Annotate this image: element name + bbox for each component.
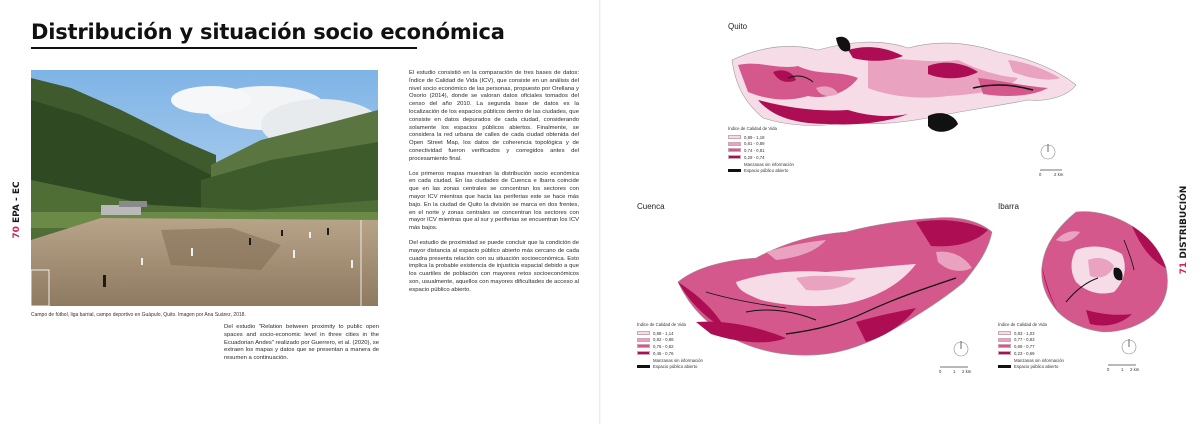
open-space-swatch	[637, 365, 650, 368]
ibarra-range-4: 0,23 - 0,69	[1014, 350, 1035, 356]
ibarra-range-1: 0,83 - 1,03	[1014, 330, 1035, 336]
body-text-column	[409, 70, 579, 302]
body-paragraph-3: Del estudio de proximidad se puede concluir que la condición de mayor distancia al espacio público abierto más cercano de cada cuadra presenta relación con su situación socioeconómica. Esto implica la probable existencia de injusticia espacial debido a que los cuartiles de población con mayores retos socioeconómicos son, usualmente, aquellos con mayores dificultades de acceso al espacio público abierto.	[409, 239, 579, 293]
cuenca-open-space: Espacio público abierto	[653, 364, 698, 370]
quito-legend	[728, 126, 794, 173]
quito-map-title: Quito	[728, 22, 748, 31]
page-gutter	[599, 0, 601, 424]
legend-swatch-low	[637, 351, 650, 355]
cuenca-range-4: 0,45 - 0,76	[653, 350, 674, 356]
left-page-number: 70	[12, 226, 22, 239]
ibarra-no-info: Manzanas sin información	[1014, 358, 1064, 364]
open-space-swatch	[728, 169, 741, 172]
photo-caption: Campo de fútbol, liga barrial, campo deportivo en Guápulo, Quito. Imagen por Ana Suárez, 2018.	[31, 312, 246, 318]
legend-swatch-low	[728, 155, 741, 159]
ibarra-legend-title: Índice de Calidad de Vida	[998, 322, 1047, 327]
ibarra-north-and-scale	[1108, 338, 1148, 378]
photo-illustration	[31, 70, 378, 306]
cuenca-range-2: 0,82 - 0,88	[653, 337, 674, 343]
cuenca-range-1: 0,88 - 1,14	[653, 330, 674, 336]
open-space-swatch	[998, 365, 1011, 368]
quito-north-and-scale	[1040, 142, 1090, 180]
title-underline	[31, 47, 417, 49]
legend-swatch-mid-high	[728, 142, 741, 146]
north-arrow-icon	[1108, 338, 1148, 378]
quito-range-1: 0,89 - 1,18	[744, 134, 765, 140]
cuenca-north-and-scale	[940, 340, 980, 380]
ibarra-range-2: 0,77 - 0,83	[1014, 337, 1035, 343]
legend-swatch-mid-low	[637, 344, 650, 348]
ibarra-range-3: 0,69 - 0,77	[1014, 343, 1035, 349]
cuenca-scale-zero: 0	[939, 369, 942, 374]
legend-swatch-high	[637, 331, 650, 335]
ibarra-scale-mid: 1	[1121, 367, 1124, 372]
football-field-photo	[31, 70, 378, 306]
left-page-folio	[7, 150, 27, 270]
cuenca-scale-mid: 1	[953, 369, 956, 374]
ibarra-open-space: Espacio público abierto	[1014, 364, 1059, 370]
body-paragraph-1: El estudio consistió en la comparación de tres bases de datos: Índice de Calidad de Vida (ICV), que consiste en un análisis del nivel socio económico de las personas, propuesto por Orellana y Osorio (2014), donde se valoran datos oficiales tomados del censo del año 2010. La segunda base de datos es la localización de los espacios públicos dentro de las ciudades, que consiste en datos depurados de cada ciudad, considerando solamente los espacios públicos abiertos. Finalmente, se considera la red urbana de calles de cada ciudad obtenida del Open Street Map, los datos de coherencia topológica y de conectividad fueron verificados y corregidos antes del procesamiento final.	[409, 70, 579, 162]
ibarra-scale-zero: 0	[1107, 367, 1110, 372]
cuenca-legend-title: Índice de Calidad de Vida	[637, 322, 686, 327]
legend-swatch-mid-low	[998, 344, 1011, 348]
ibarra-legend	[998, 322, 1064, 369]
quito-range-4: 0,29 - 0,74	[744, 154, 765, 160]
page-title: Distribución y situación socio económica	[31, 20, 505, 44]
right-page-number: 71	[1179, 261, 1189, 275]
cuenca-range-3: 0,76 - 0,82	[653, 343, 674, 349]
cuenca-no-info: Manzanas sin información	[653, 358, 703, 364]
legend-swatch-mid-high	[637, 338, 650, 342]
quito-map	[728, 30, 1078, 140]
cuenca-scale-max: 2 km	[962, 369, 972, 374]
right-page-folio	[1174, 180, 1194, 280]
cuenca-legend	[637, 322, 703, 369]
body-paragraph-2: Los primeros mapas muestran la distribución socio económica en cada ciudad. En las ciudades de Cuenca e Ibarra coincide que en las zonas centrales se concentran los sectores con mayor ICV mientras que hacia las periferias este se hace más bajo. En la ciudad de Quito la división se marca en dos frentes, en el norte y zonas centrales se concentran los sectores con mayor ICV mientras que al sur y periferias se encuentran los ICV más bajos.	[409, 170, 579, 232]
quito-range-3: 0,74 - 0,81	[744, 147, 765, 153]
legend-swatch-mid-low	[728, 148, 741, 152]
intro-paragraph: Del estudio "Relation between proximity to public open spaces and socio-economic level in three cities in the Ecuadorian Andes" realizado por Guerrero, et al. (2020), se extraen los mapas y datos que se presentan a manera de resumen a continuación.	[224, 324, 380, 362]
quito-scale-max: 2 km	[1054, 172, 1064, 177]
quito-no-info: Manzanas sin información	[744, 162, 794, 168]
legend-swatch-high	[728, 135, 741, 139]
quito-scale-zero: 0	[1039, 172, 1042, 177]
quito-range-2: 0,81 - 0,89	[744, 141, 765, 147]
quito-open-space: Espacio público abierto	[744, 168, 789, 174]
right-section-label: DISTRIBUCIÓN	[1179, 185, 1189, 259]
north-arrow-icon	[1040, 142, 1090, 180]
ibarra-map	[1036, 210, 1172, 336]
cuenca-map-title: Cuenca	[637, 202, 665, 211]
legend-swatch-mid-high	[998, 338, 1011, 342]
left-section-label: EPA - EC	[12, 181, 22, 223]
ibarra-scale-max: 2 km	[1130, 367, 1140, 372]
quito-legend-title: Índice de Calidad de Vida	[728, 126, 777, 131]
ibarra-map-title: Ibarra	[998, 202, 1019, 211]
legend-swatch-high	[998, 331, 1011, 335]
legend-swatch-low	[998, 351, 1011, 355]
north-arrow-icon	[940, 340, 980, 380]
